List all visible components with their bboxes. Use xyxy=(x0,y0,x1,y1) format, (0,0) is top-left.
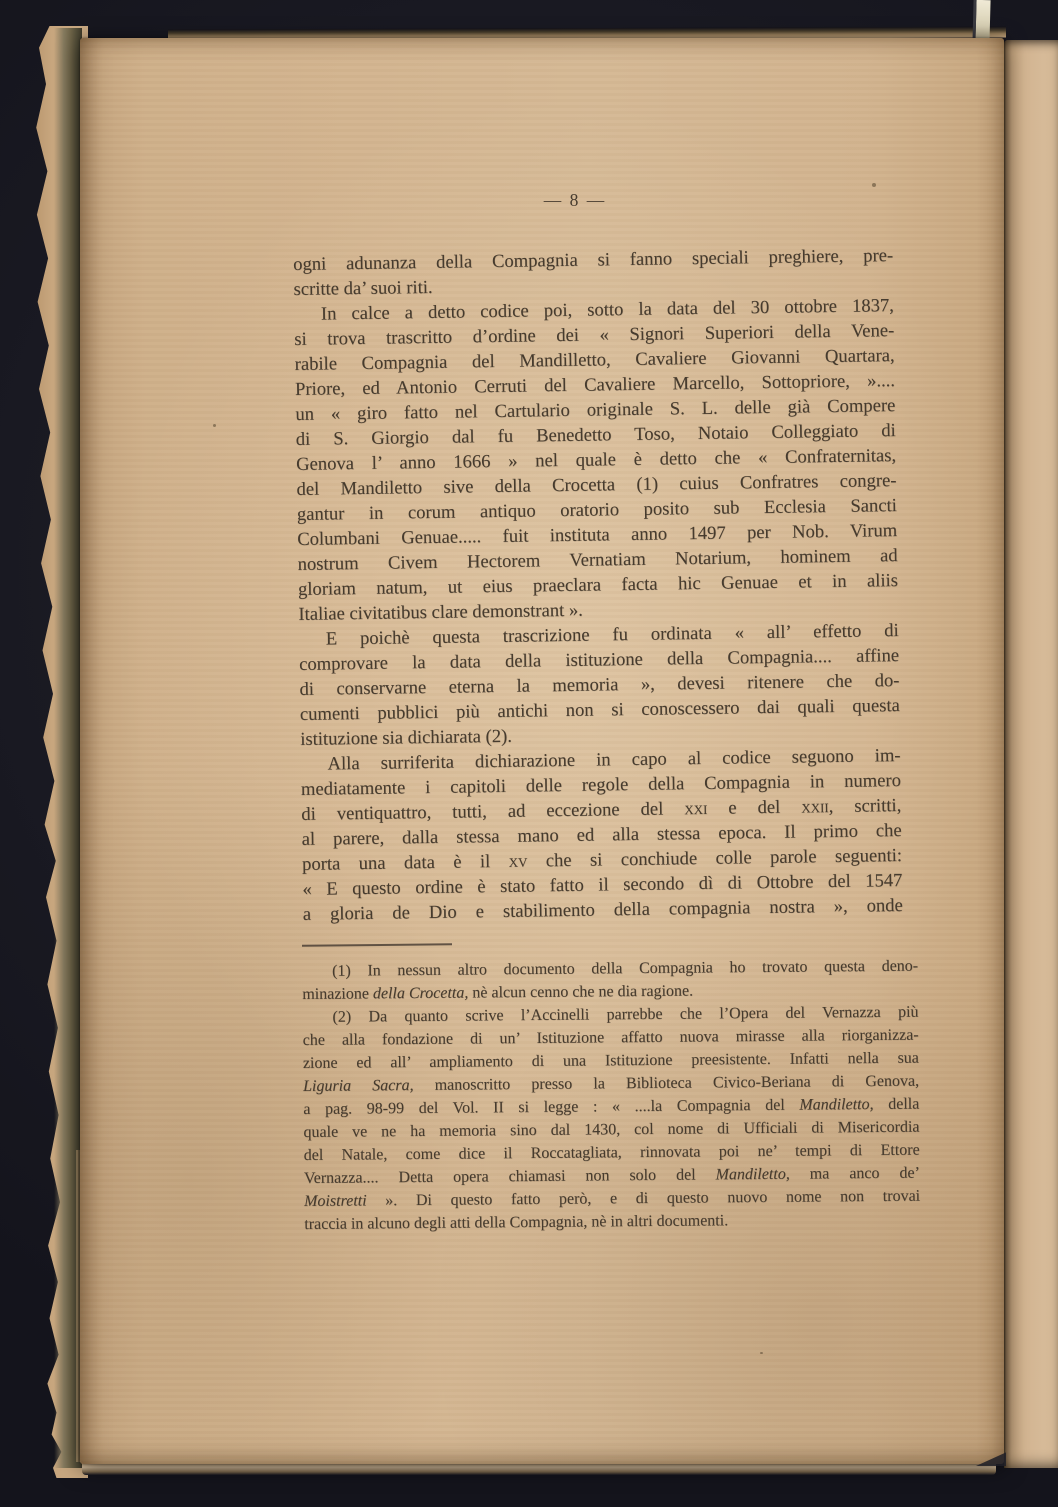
footnotes xyxy=(302,955,920,1236)
text-line: al parere, dalla stessa mano ed alla stessa epoca. Il primo che xyxy=(301,820,902,850)
text-line: Columbani Genuae..... fuit instituta anno 1497 per Nob. Virum xyxy=(297,520,898,550)
footnote-separator xyxy=(302,943,452,947)
paper-speck xyxy=(213,424,216,427)
text-line: porta una data è il xv che si conchiude colle parole seguenti: xyxy=(301,845,903,875)
text-line: mediatamente i capitoli delle regole della Compagnia in numero xyxy=(300,770,902,800)
adjacent-page-edge xyxy=(1004,40,1058,1468)
page-number xyxy=(275,190,875,211)
text-line: comprovare la data della istituzione della Compagnia.... affine xyxy=(298,645,900,675)
text-line: Priore, ed Antonio Cerruti del Cavaliere Marcello, Sottopriore, ».... xyxy=(294,370,896,400)
footnote-line: Moistretti ». Di questo fatto però, e di questo nuovo nome non trovai xyxy=(304,1187,921,1210)
text-line: nostrum Civem Hectorem Vernatiam Notarium, hominem ad xyxy=(297,545,898,575)
footnote-line: a pag. 98-99 del Vol. II si legge : « ....la Compagnia del Mandiletto, della xyxy=(303,1095,920,1118)
footnote-line: che alla fondazione di un’ Istituzione affatto nuova mirasse alla riorganizza- xyxy=(302,1026,919,1049)
text-line: rabile Compagnia del Mandilletto, Cavaliere Giovanni Quartara, xyxy=(294,345,895,375)
text-line: del Mandiletto sive della Crocetta (1) cuius Confratres congre- xyxy=(296,470,897,500)
text-line: di conservarne eterna la memoria », devesi ritenere che do- xyxy=(299,670,900,700)
text-line: un « giro fatto nel Cartulario originale S. L. delle già Compere xyxy=(295,395,896,425)
text-line: gantur in corum antiquo oratorio posito sub Ecclesia Sancti xyxy=(296,495,897,525)
text-line: Alla surriferita dichiarazione in capo al codice seguono im- xyxy=(327,745,901,775)
paper-speck xyxy=(760,1352,763,1354)
text-line: a gloria de Dio e stabilimento della compagnia nostra », onde xyxy=(302,895,903,925)
footnote-line: zione ed all’ ampliamento di una Istituzione preesistente. Infatti nella sua xyxy=(302,1049,919,1072)
footnote-line: Vernazza.... Detta opera chiamasi non solo del Mandiletto, ma anco de’ xyxy=(303,1164,920,1187)
book-page xyxy=(80,38,1004,1464)
text-line: ogni adunanza della Compagnia si fanno speciali preghiere, pre- xyxy=(293,245,894,275)
main-text xyxy=(293,243,903,927)
text-line: scritte da’ suoi riti. xyxy=(293,276,433,300)
text-line: si trova trascritto d’ordine dei « Signori Superiori della Vene- xyxy=(294,320,895,350)
page-corner-fold xyxy=(976,1450,1006,1466)
text-line: E poichè questa trascrizione fu ordinata « all’ effetto di xyxy=(325,620,899,650)
footnote-line: quale ve ne ha memoria sino dal 1430, col nome di Ufficiali di Misericordia xyxy=(303,1118,920,1141)
text-line: In calce a detto codice poi, sotto la data del 30 ottobre 1837, xyxy=(320,295,895,325)
footnote-line: (2) Da quanto scrive l’Accinelli parrebbe che l’Opera del Vernazza più xyxy=(332,1003,919,1026)
text-line: gloriam natum, ut eius praeclara facta hic Genuae et in aliis xyxy=(297,570,899,600)
text-line: di ventiquattro, tutti, ad eccezione del xxi e del xxii, scritti, xyxy=(301,795,902,825)
text-line: istituzione sia dichiarata (2). xyxy=(300,725,513,750)
footnote-line: del Natale, come dice il Roccatagliata, rinnovata poi ne’ tempi di Ettore xyxy=(303,1141,920,1164)
footnote-line: (1) In nessun altro documento della Compagnia ho trovato questa deno- xyxy=(332,957,919,980)
footnote-line: traccia in alcuno degli atti della Compagnia, nè in altri documenti. xyxy=(304,1212,729,1233)
text-line: Italiae civitatibus clare demonstrant ». xyxy=(298,599,583,625)
text-line: cumenti pubblici più antichi non si conoscessero dai quali questa xyxy=(299,695,900,725)
footnote-line: Liguria Sacra, manoscritto presso la Biblioteca Civico-Beriana di Genova, xyxy=(303,1072,920,1095)
page-number-label: — 8 — xyxy=(543,190,607,210)
footnote-line: minazione della Crocetta, nè alcun cenno che ne dia ragione. xyxy=(302,982,694,1003)
text-line: di S. Giorgio dal fu Benedetto Toso, Notaio Colleggiato di xyxy=(295,420,896,450)
paper-speck xyxy=(872,183,876,187)
text-line: Genova l’ anno 1666 » nel quale è detto che « Confraternitas, xyxy=(295,445,897,475)
text-line: « E questo ordine è stato fatto il secondo dì di Ottobre del 1547 xyxy=(302,870,903,900)
